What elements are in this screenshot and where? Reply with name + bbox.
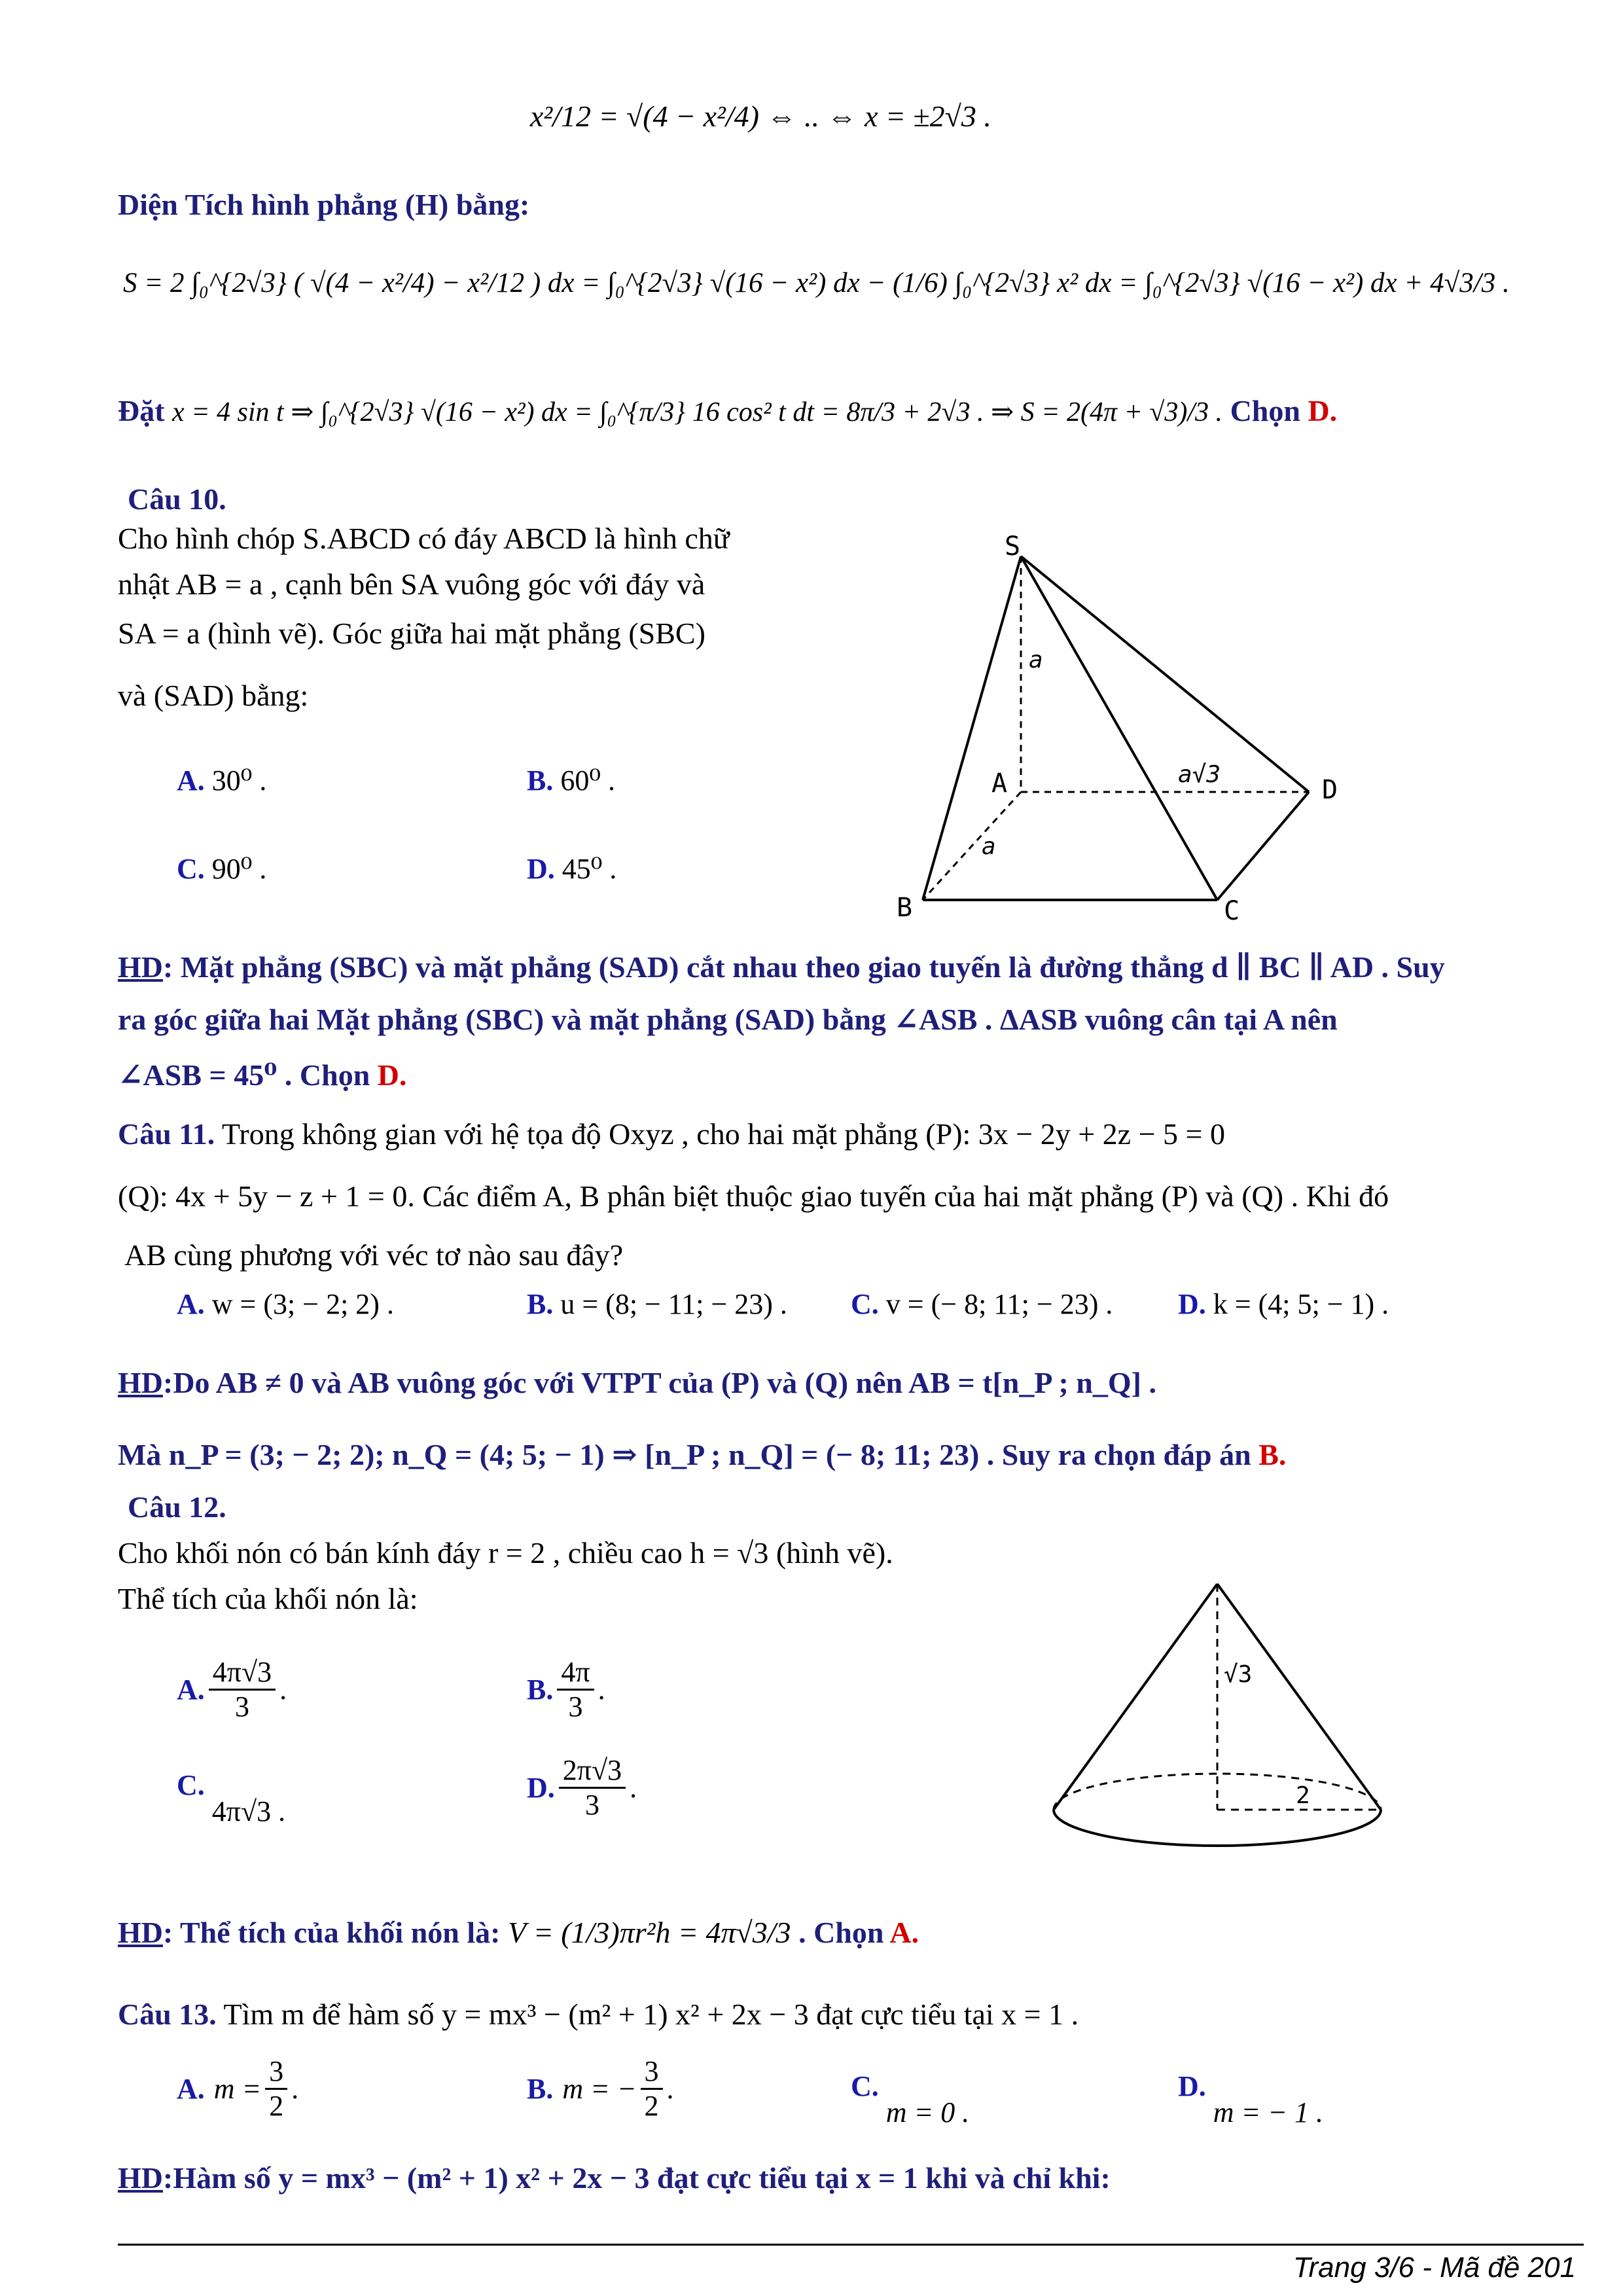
q11-option-a[interactable] (177, 1286, 394, 1323)
label-a: A (991, 768, 1008, 798)
q10-hd-line-1 (118, 949, 1445, 986)
q13-option-c[interactable] (851, 2068, 970, 2128)
hd-text: ∠ASB = 45⁰ . Chọn (118, 1058, 370, 1092)
q12-title: Câu 12. (128, 1490, 226, 1524)
q13-hd-line (118, 2160, 1111, 2197)
frac-numerator: 3 (641, 2055, 663, 2090)
q11-hd-line-2 (118, 1437, 1286, 1473)
cone-figure (1041, 1564, 1407, 1892)
q12-option-d[interactable] (527, 1754, 637, 1821)
cone-base-front (1054, 1810, 1381, 1846)
q12-hd-line (118, 1914, 919, 1951)
q13-line (118, 1996, 1079, 2033)
area-title: Diện Tích hình phẳng (H) bằng: (118, 188, 530, 221)
hd-formula: V = (1/3)πr²h = 4π√3/3 (507, 1916, 791, 1949)
option-letter: A. (177, 764, 205, 797)
area-formula: S = 2 ∫₀^{2√3} ( √(4 − x²/4) − x²/12 ) dx = ∫₀^{2√3} √(16 − x²) dx − (1/6) ∫₀^{2√3} x² dx = ∫₀^{2√3} √(16 − x²) dx + 4√3/3 . (123, 268, 1510, 298)
label-height: √3 (1224, 1661, 1253, 1688)
option-tail: . (630, 1771, 637, 1804)
option-pre: m = − (562, 2072, 637, 2105)
option-text: u = (8; − 11; − 23) . (560, 1288, 787, 1320)
q10-option-c[interactable] (177, 851, 266, 888)
option-letter: A. (177, 1673, 205, 1706)
option-text: 4π√3 . (211, 1795, 286, 1827)
q10-hd-line-2: ra góc giữa hai Mặt phẳng (SBC) và mặt phẳng (SAD) bằng ∠ASB . ΔASB vuông cân tại A nên (118, 1003, 1338, 1036)
q11-option-b[interactable] (527, 1286, 787, 1323)
q10-option-d[interactable] (527, 851, 616, 888)
label-radius: 2 (1296, 1782, 1310, 1809)
option-text: 90⁰ . (211, 853, 267, 885)
frac-denominator: 2 (269, 2090, 284, 2122)
edge-sd (1021, 556, 1309, 792)
option-letter: C. (177, 1769, 205, 1801)
option-letter: D. (1178, 1288, 1206, 1320)
q11-option-c[interactable] (851, 1286, 1113, 1323)
subst-label: Đặt (118, 394, 165, 427)
option-tail: . (597, 1673, 605, 1706)
q13-option-d[interactable] (1178, 2068, 1323, 2128)
frac-denominator: 3 (568, 1691, 583, 1723)
frac-numerator: 4π√3 (209, 1656, 276, 1691)
hd-label: HD (118, 1366, 163, 1399)
q10-line-3: SA = a (hình vẽ). Góc giữa hai mặt phẳng (SBC) (118, 617, 705, 650)
label-c: C (1224, 896, 1240, 926)
hd-text: :Hàm số y = mx³ − (m² + 1) x² + 2x − 3 đạt cực tiểu tại x = 1 khi và chỉ khi: (163, 2161, 1111, 2195)
hd-text: : Mặt phẳng (SBC) và mặt phẳng (SAD) cắt nhau theo giao tuyến là đường thẳng d ∥ BC ∥ AD . Suy (163, 950, 1445, 984)
q11-hd-line-1 (118, 1365, 1156, 1401)
q11-line-1 (118, 1116, 1225, 1153)
option-tail: . (279, 1673, 287, 1706)
page-footer: Trang 3/6 - Mã đề 201 (1293, 2251, 1576, 2284)
edge-sc (1021, 556, 1217, 900)
label-s: S (1005, 531, 1021, 562)
hd-label: HD (118, 950, 163, 984)
hd-answer: A. (889, 1916, 919, 1949)
option-letter: D. (1178, 2070, 1206, 2102)
q13-text: Tìm m để hàm số y = mx³ − (m² + 1) x² + 2x − 3 đạt cực tiểu tại x = 1 . (223, 1998, 1079, 2031)
q11-text: Trong không gian với hệ tọa độ Oxyz , cho hai mặt phẳng (P): 3x − 2y + 2z − 5 = 0 (221, 1117, 1225, 1151)
option-text: w = (3; − 2; 2) . (211, 1288, 394, 1320)
frac-denominator: 2 (644, 2090, 659, 2122)
cone-right-side (1217, 1584, 1381, 1810)
option-letter: B. (527, 1288, 554, 1320)
hd-label: HD (118, 1916, 163, 1949)
q10-line-2: nhật AB = a , cạnh bên SA vuông góc với đáy và (118, 567, 705, 601)
q11-line-3: AB cùng phương với véc tơ nào sau đây? (124, 1238, 624, 1272)
option-text: m = 0 . (885, 2096, 970, 2128)
q13-option-a[interactable] (177, 2055, 298, 2123)
subst-answer: D. (1308, 394, 1338, 427)
q10-option-b[interactable] (527, 762, 615, 799)
edge-sb (923, 556, 1021, 900)
hd-text: :Do AB ≠ 0 và AB vuông góc với VTPT của (P) và (Q) nên AB = t[n_P ; n_Q] . (163, 1366, 1156, 1399)
option-letter: B. (527, 2072, 554, 2105)
q10-hd-line-3 (118, 1057, 407, 1094)
option-letter: C. (177, 853, 205, 885)
q10-line-1: Cho hình chóp S.ABCD có đáy ABCD là hình chữ (118, 522, 730, 555)
option-letter: C. (851, 1288, 879, 1320)
option-letter: D. (527, 853, 555, 885)
q12-option-c[interactable] (177, 1767, 286, 1827)
cone-left-side (1054, 1584, 1217, 1810)
option-tail: . (666, 2072, 674, 2105)
q10-title: Câu 10. (128, 482, 226, 516)
option-text: k = (4; 5; − 1) . (1213, 1288, 1389, 1320)
option-text: v = (− 8; 11; − 23) . (885, 1288, 1113, 1320)
option-letter: A. (177, 2072, 205, 2105)
label-b: B (897, 893, 913, 923)
option-pre: m = (213, 2072, 262, 2105)
hd-label: HD (118, 2161, 163, 2195)
option-tail: . (291, 2072, 299, 2105)
q10-option-a[interactable] (177, 762, 266, 799)
q11-line-2: (Q): 4x + 5y − z + 1 = 0. Các điểm A, B phân biệt thuộc giao tuyến của hai mặt phẳng (P) và (Q) . Khi đó (118, 1179, 1389, 1213)
label-ad: a√3 (1178, 761, 1221, 788)
q13-option-b[interactable] (527, 2055, 674, 2123)
q11-title: Câu 11. (118, 1117, 215, 1151)
frac-denominator: 3 (584, 1789, 599, 1821)
q13-title: Câu 13. (118, 1998, 217, 2031)
edge-cd (1217, 792, 1309, 900)
label-sa: a (1029, 647, 1043, 673)
option-text: 60⁰ . (560, 764, 615, 797)
label-d: D (1322, 775, 1338, 805)
q12-line-1: Cho khối nón có bán kính đáy r = 2 , chiều cao h = √3 (hình vẽ). (118, 1536, 893, 1570)
q12-option-b[interactable] (527, 1656, 605, 1723)
q12-option-a[interactable] (177, 1656, 287, 1723)
hd-answer: B. (1258, 1438, 1287, 1471)
option-letter: C. (851, 2070, 879, 2102)
label-ab: a (982, 833, 996, 860)
subst-choose: Chọn (1230, 394, 1300, 427)
hd-choose: . Chọn (798, 1916, 884, 1949)
option-letter: B. (527, 764, 554, 797)
frac-numerator: 2π√3 (559, 1754, 626, 1789)
frac-denominator: 3 (234, 1691, 249, 1723)
top-equation: x²/12 = √(4 − x²/4) ⇔ .. ⇔ x = ±2√3 . (530, 99, 991, 133)
option-text: m = − 1 . (1213, 2096, 1323, 2128)
option-text: 45⁰ . (562, 853, 617, 885)
q10-line-4: và (SAD) bằng: (118, 679, 309, 712)
hd-text: : Thể tích của khối nón là: (163, 1916, 501, 1949)
option-letter: A. (177, 1288, 205, 1320)
hd-text: Mà n_P = (3; − 2; 2); n_Q = (4; 5; − 1) ⇒ [n_P ; n_Q] = (− 8; 11; 23) . Suy ra chọn đáp án (118, 1438, 1251, 1471)
hd-answer: D. (377, 1058, 407, 1092)
option-letter: D. (527, 1771, 555, 1804)
frac-numerator: 4π (557, 1656, 594, 1691)
footer-divider (118, 2244, 1584, 2246)
option-text: 30⁰ . (211, 764, 267, 797)
frac-numerator: 3 (265, 2055, 287, 2090)
subst-formula: x = 4 sin t ⇒ ∫₀^{2√3} √(16 − x²) dx = ∫₀^{π/3} 16 cos² t dt = 8π/3 + 2√3 . ⇒ S = 2(4π + √3)/3 . (172, 397, 1223, 427)
option-letter: B. (527, 1673, 554, 1706)
q12-line-2: Thể tích của khối nón là: (118, 1582, 418, 1615)
pyramid-figure (864, 524, 1374, 929)
q11-option-d[interactable] (1178, 1286, 1389, 1323)
